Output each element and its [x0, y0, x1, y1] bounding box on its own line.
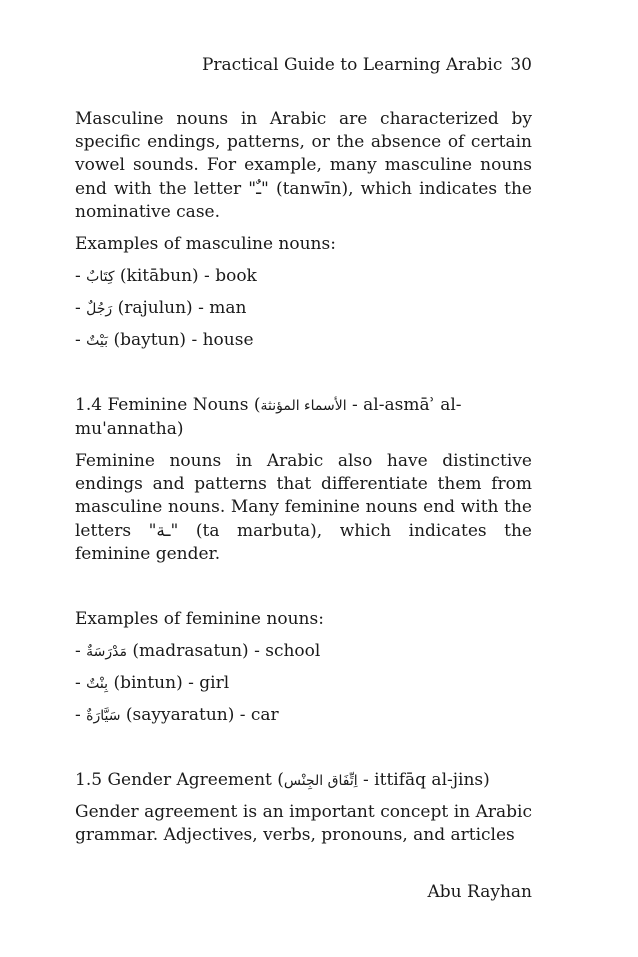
heading-translit-cont: mu'annatha)	[75, 419, 184, 440]
example-item	[75, 672, 229, 696]
list-dash: -	[75, 641, 81, 661]
masculine-intro-paragraph: Masculine nouns in Arabic are characterized by specific endings, patterns, or the absence of certain vowel sounds. For example, many masculine nouns end with the letter "ـٌ" (tanwīn), which indicates the nominative case.	[75, 109, 532, 222]
running-header	[202, 55, 532, 75]
transliteration: (sayyaratun) - car	[125, 705, 279, 725]
heading-translit: - al-asmāʾ al-	[346, 395, 462, 415]
arabic-word: مَدْرَسَةٌ	[86, 644, 128, 660]
arabic-word: بِنْتٌ	[86, 676, 109, 692]
transliteration: (kitābun) - book	[119, 266, 257, 286]
feminine-intro-paragraph: Feminine nouns in Arabic also have distinctive endings and patterns that differentiate them from masculine nouns. Many feminine nouns end with the letters "ـة" (ta marbuta), which indicates the feminine gender.	[75, 451, 532, 564]
example-item	[75, 265, 257, 289]
transliteration: (madrasatun) - school	[132, 641, 321, 661]
list-dash: -	[75, 673, 81, 693]
list-dash: -	[75, 298, 81, 318]
section-heading-1-4	[75, 394, 532, 441]
book-title: Practical Guide to Learning Arabic	[201, 55, 503, 75]
transliteration: (bintun) - girl	[113, 673, 230, 693]
heading-translit: - ittifāq al-jins)	[357, 770, 490, 790]
list-dash: -	[75, 705, 81, 725]
transliteration: (rajulun) - man	[117, 298, 247, 318]
author-footer: Abu Rayhan	[427, 882, 532, 902]
arabic-term: الأسماء المؤنثة	[260, 398, 347, 414]
example-item	[75, 640, 320, 664]
arabic-word: رَجُلٌ	[86, 301, 113, 317]
transliteration: (baytun) - house	[113, 330, 254, 350]
list-dash: -	[75, 330, 81, 350]
arabic-term: اِتِّفَاق الجِنْس	[283, 773, 358, 789]
arabic-word: كِتَابٌ	[86, 269, 115, 285]
heading-label: 1.5 Gender Agreement (	[75, 770, 284, 790]
section-heading-1-5	[75, 769, 490, 793]
arabic-word: سَيَّارَةٌ	[86, 708, 121, 724]
feminine-examples-title: Examples of feminine nouns:	[75, 609, 324, 629]
list-dash: -	[75, 266, 81, 286]
gender-agreement-paragraph: Gender agreement is an important concept in Arabic grammar. Adjectives, verbs, pronouns, and articles	[75, 802, 532, 846]
example-item	[75, 297, 246, 321]
masculine-examples-title: Examples of masculine nouns:	[75, 234, 336, 254]
example-item	[75, 329, 254, 353]
example-item	[75, 704, 279, 728]
arabic-word: بَيْتٌ	[86, 333, 109, 349]
heading-label: 1.4 Feminine Nouns (	[75, 395, 261, 415]
page-number: 30	[510, 55, 532, 75]
